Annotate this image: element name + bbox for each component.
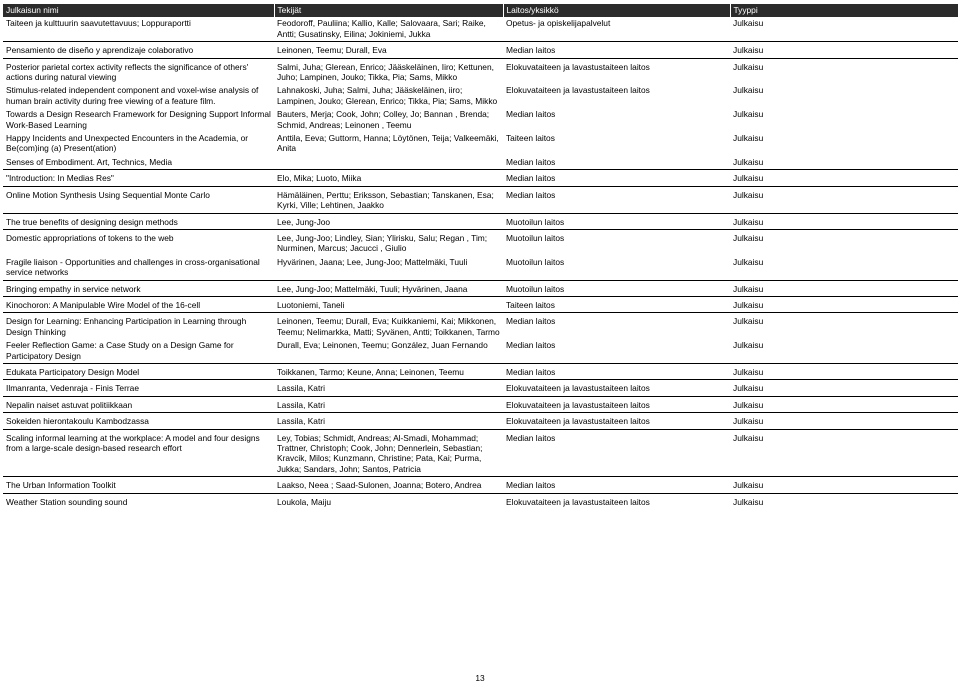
cell-department: Elokuvataiteen ja lavastustaiteen laitos [506, 85, 650, 96]
cell-title: Kinochoron: A Manipulable Wire Model of the 16-cell [3, 296, 274, 312]
cell-title: Ilmanranta, Vedenraja - Finis Terrae [3, 380, 274, 396]
cell-department: Elokuvataiteen ja lavastustaiteen laitos [503, 493, 730, 509]
cell-authors: Feodoroff, Pauliina; Kallio, Kalle; Salovaara, Sari; Raike, Antti; Gusatinsky, Eilina; Jokiniemi, Jukka [277, 18, 486, 39]
table-row [3, 313, 958, 339]
cell-title: Edukata Participatory Design Model [3, 363, 274, 379]
table-row [3, 42, 958, 58]
cell-type: Julkaisu [730, 413, 958, 429]
cell-authors: Lahnakoski, Juha; Salmi, Juha; Jääskeläinen, iiro; Lampinen, Jouko; Glerean, Enrico; Tikka, Pia; Sams, Mikko [277, 85, 498, 106]
cell-authors: Toikkanen, Tarmo; Keune, Anna; Leinonen, Teemu [274, 363, 503, 379]
cell-title: Domestic appropriations of tokens to the web [3, 229, 274, 255]
cell-authors: Salmi, Juha; Glerean, Enrico; Jääskeläinen, Iiro; Kettunen, Juho; Lampinen, Jouko; Tikka, Pia; Sams, Mikko [274, 58, 503, 84]
cell-type: Julkaisu [730, 429, 958, 477]
cell-authors: Lee, Jung-Joo [274, 213, 503, 229]
table-row [3, 170, 958, 186]
cell-department: Median laitos [503, 170, 730, 186]
cell-authors: Anttila, Eeva; Guttorm, Hanna; Löytönen, Teija; Valkeemäki, Anita [277, 133, 499, 154]
cell-department: Elokuvataiteen ja lavastustaiteen laitos [503, 396, 730, 412]
cell-type: Julkaisu [730, 186, 958, 213]
table-row [3, 17, 958, 41]
publications-table [3, 4, 959, 509]
cell-department: Median laitos [506, 156, 556, 167]
cell-department: Elokuvataiteen ja lavastustaiteen laitos [503, 413, 730, 429]
cell-title: Happy Incidents and Unexpected Encounters in the Academia, or Be(com)ing (a) Present(ation) [6, 133, 249, 154]
cell-department: Taiteen laitos [506, 133, 555, 144]
table-row [3, 413, 958, 429]
cell-department: Elokuvataiteen ja lavastustaiteen laitos [503, 58, 730, 84]
cell-type: Julkaisu [730, 170, 958, 186]
cell-title: The true benefits of designing design methods [3, 213, 274, 229]
cell-type: Julkaisu [730, 229, 958, 255]
header-authors: Tekijät [274, 4, 503, 17]
cell-title: Design for Learning: Enhancing Participation in Learning through Design Thinking [3, 313, 274, 339]
cell-authors: Lassila, Katri [274, 413, 503, 429]
cell-title: Feeler Reflection Game: a Case Study on a Design Game for Participatory Design [6, 340, 234, 361]
cell-authors: Hyvärinen, Jaana; Lee, Jung-Joo; Mattelmäki, Tuuli [277, 256, 468, 267]
page-number: 13 [475, 673, 485, 683]
cell-type: Julkaisu [730, 313, 958, 339]
cell-title: Senses of Embodiment. Art, Technics, Media [6, 156, 173, 167]
header-department: Laitos/yksikkö [503, 4, 730, 17]
cell-title: Taiteen ja kulttuurin saavutettavuus; Loppuraportti [6, 18, 191, 29]
cell-department: Muotoilun laitos [506, 256, 565, 267]
cell-authors: Luotoniemi, Taneli [274, 296, 503, 312]
cell-authors: Lee, Jung-Joo; Mattelmäki, Tuuli; Hyvärinen, Jaana [274, 280, 503, 296]
cell-authors: Bauters, Merja; Cook, John; Colley, Jo; Bannan , Brenda; Schmid, Andreas; Leinonen , Teemu [277, 109, 490, 130]
header-type: Tyyppi [730, 4, 958, 17]
cell-authors: Lee, Jung-Joo; Lindley, Sian; Ylirisku, Salu; Regan , Tim; Nurminen, Marcus; Jacucci , Giulio [274, 229, 503, 255]
cell-department: Taiteen laitos [503, 296, 730, 312]
table-row [3, 296, 958, 312]
cell-department: Median laitos [503, 363, 730, 379]
cell-type: Julkaisu [730, 42, 958, 58]
cell-department: Median laitos [503, 42, 730, 58]
table-row [3, 280, 958, 296]
table-row [3, 339, 958, 363]
cell-authors: Durall, Eva; Leinonen, Teemu; González, Juan Fernando [277, 340, 488, 351]
cell-type: Julkaisu [730, 363, 958, 379]
table-row [3, 132, 958, 156]
cell-authors: Ley, Tobias; Schmidt, Andreas; Al-Smadi, Mohammad; Trattner, Christoph; Cook, John; Dennerlein, Sebastian; Kravcik, Milos; Kunzmann, Christine; Pata, Kai; Purma, Jukka; Sandars, John; Santos, Patricia [274, 429, 503, 477]
cell-authors: Leinonen, Teemu; Durall, Eva [274, 42, 503, 58]
cell-title: Bringing empathy in service network [3, 280, 274, 296]
table-row [3, 493, 958, 509]
cell-type: Julkaisu [733, 109, 764, 120]
cell-type: Julkaisu [733, 256, 764, 267]
cell-title: Posterior parietal cortex activity reflects the significance of others' actions during natural viewing [3, 58, 274, 84]
cell-authors: Leinonen, Teemu; Durall, Eva; Kuikkaniemi, Kai; Mikkonen, Teemu; Nelimarkka, Matti; Syvänen, Antti; Toikkanen, Tarmo [274, 313, 503, 339]
cell-authors: Loukola, Maiju [274, 493, 503, 509]
cell-type: Julkaisu [733, 85, 764, 96]
cell-authors: Lassila, Katri [274, 380, 503, 396]
cell-type: Julkaisu [733, 133, 764, 144]
cell-department: Elokuvataiteen ja lavastustaiteen laitos [503, 380, 730, 396]
cell-department: Median laitos [503, 477, 730, 493]
cell-title: Nepalin naiset astuvat politiikkaan [3, 396, 274, 412]
cell-type: Julkaisu [730, 380, 958, 396]
table-row [3, 156, 958, 170]
cell-department: Median laitos [506, 109, 556, 120]
table-row [3, 477, 958, 493]
cell-authors: Elo, Mika; Luoto, Miika [274, 170, 503, 186]
cell-type: Julkaisu [730, 296, 958, 312]
cell-department: Median laitos [503, 313, 730, 339]
cell-type: Julkaisu [730, 58, 958, 84]
table-row [3, 380, 958, 396]
cell-title: Towards a Design Research Framework for Designing Support Informal Work-Based Learning [6, 109, 271, 130]
cell-title: "Introduction: In Medias Res" [3, 170, 274, 186]
cell-department: Muotoilun laitos [503, 213, 730, 229]
cell-title: Stimulus-related independent component and voxel-wise analysis of human brain activity during free viewing of a feature film. [6, 85, 259, 106]
cell-type: Julkaisu [730, 280, 958, 296]
cell-authors: Hämäläinen, Perttu; Eriksson, Sebastian; Tanskanen, Esa; Kyrki, Ville; Lehtinen, Jaakko [274, 186, 503, 213]
cell-type: Julkaisu [733, 18, 764, 29]
cell-type: Julkaisu [730, 213, 958, 229]
cell-title: The Urban Information Toolkit [3, 477, 274, 493]
cell-type: Julkaisu [733, 156, 764, 167]
cell-title: Online Motion Synthesis Using Sequential Monte Carlo [3, 186, 274, 213]
cell-authors: Laakso, Neea ; Saad-Sulonen, Joanna; Botero, Andrea [274, 477, 503, 493]
table-row [3, 186, 958, 213]
table-row [3, 84, 958, 108]
cell-type: Julkaisu [733, 340, 764, 351]
cell-title: Scaling informal learning at the workplace: A model and four designs from a large-scale design-based research effort [3, 429, 274, 477]
table-row [3, 256, 958, 280]
cell-authors: Lassila, Katri [274, 396, 503, 412]
table-row [3, 213, 958, 229]
table-row [3, 229, 958, 255]
cell-department: Muotoilun laitos [503, 280, 730, 296]
table-row [3, 108, 958, 132]
table-row [3, 429, 958, 477]
cell-department: Opetus- ja opiskelijapalvelut [506, 18, 611, 29]
cell-department: Median laitos [506, 340, 556, 351]
cell-title: Weather Station sounding sound [3, 493, 274, 509]
cell-title: Sokeiden hierontakoulu Kambodzassa [3, 413, 274, 429]
cell-department: Muotoilun laitos [503, 229, 730, 255]
cell-department: Median laitos [503, 429, 730, 477]
table-row [3, 363, 958, 379]
cell-type: Julkaisu [730, 396, 958, 412]
cell-department: Median laitos [503, 186, 730, 213]
table-header-row [3, 4, 958, 17]
cell-type: Julkaisu [730, 493, 958, 509]
table-row [3, 58, 958, 84]
table-row [3, 396, 958, 412]
cell-title: Fragile liaison - Opportunities and challenges in cross-organisational service networks [6, 256, 260, 278]
cell-type: Julkaisu [730, 477, 958, 493]
cell-title: Pensamiento de diseño y aprendizaje colaborativo [3, 42, 274, 58]
header-title: Julkaisun nimi [3, 4, 274, 17]
